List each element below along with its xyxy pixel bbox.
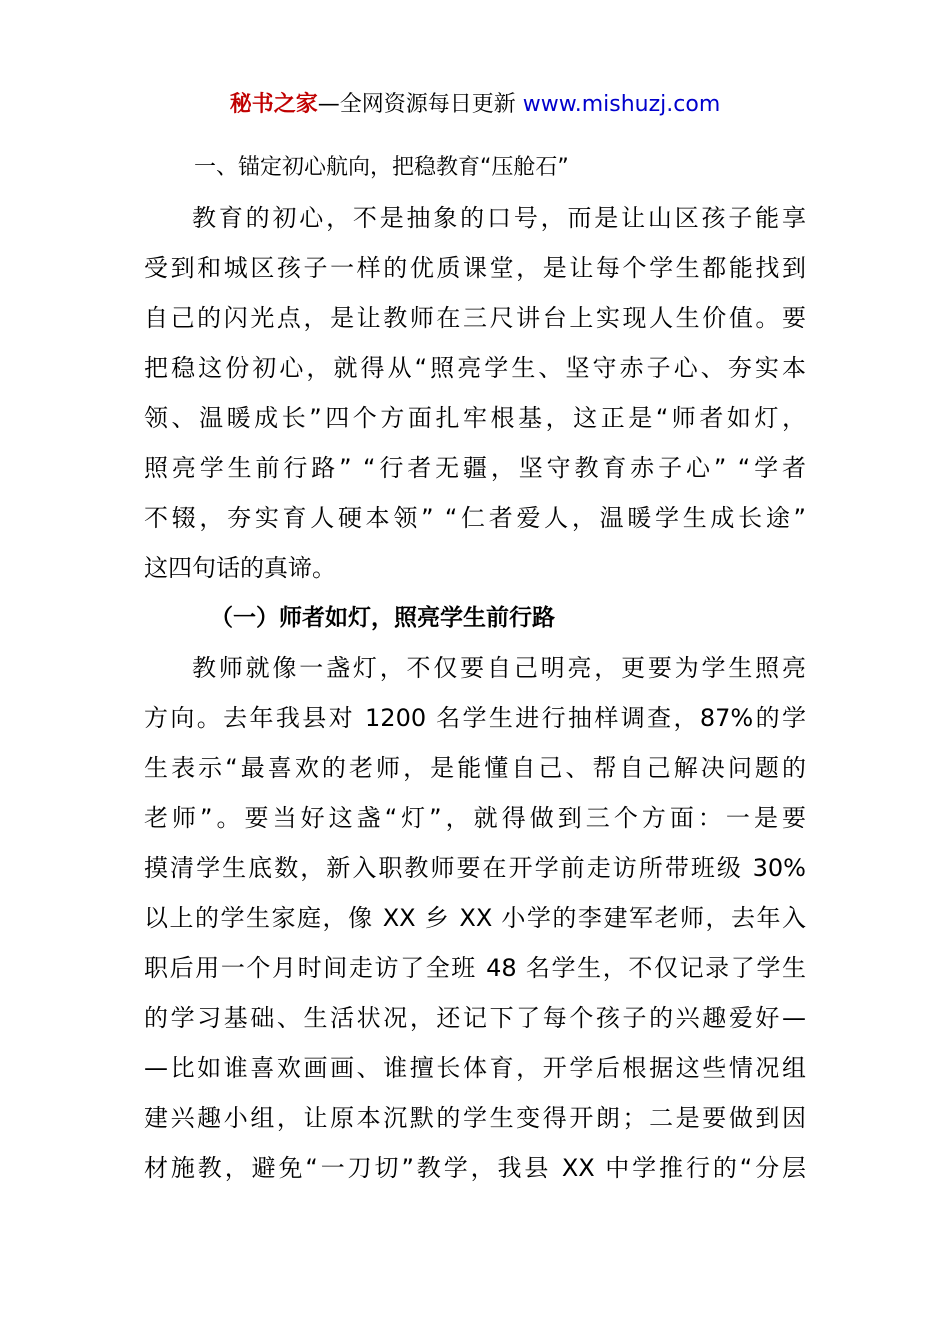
paragraph-line: 受到和城区孩子一样的优质课堂，是让每个学生都能找到 <box>144 254 806 282</box>
header-tagline: —全网资源每日更新 <box>317 92 523 117</box>
paragraph-line: 教师就像一盏灯，不仅要自己明亮，更要为学生照亮 <box>192 654 806 682</box>
paragraph-teacher-lamp <box>144 643 806 1193</box>
paragraph-line: 照亮学生前行路” “行者无疆，坚守教育赤子心” “学者 <box>144 454 806 482</box>
paragraph-line: 自己的闪光点，是让教师在三尺讲台上实现人生价值。要 <box>144 304 806 332</box>
paragraph-line: 摸清学生底数，新入职教师要在开学前走访所带班级 30% <box>144 854 806 882</box>
document-body <box>144 143 806 1193</box>
paragraph-line: 职后用一个月时间走访了全班 48 名学生，不仅记录了学生 <box>144 954 806 982</box>
paragraph-line: 领、温暖成长”四个方面扎牢根基，这正是“师者如灯， <box>144 404 806 432</box>
paragraph-intro <box>144 193 806 593</box>
site-url-link[interactable]: www.mishuzj.com <box>522 92 721 117</box>
paragraph-line: —比如谁喜欢画画、谁擅长体育，开学后根据这些情况组 <box>144 1054 806 1082</box>
subsection-heading: （一）师者如灯，照亮学生前行路 <box>210 605 555 631</box>
paragraph-line: 以上的学生家庭，像 XX 乡 XX 小学的李建军老师，去年入 <box>144 904 806 932</box>
paragraph-line: 建兴趣小组，让原本沉默的学生变得开朗；二是要做到因 <box>144 1104 806 1132</box>
paragraph-line: 这四句话的真谛。 <box>144 554 336 582</box>
paragraph-line: 把稳这份初心，就得从“照亮学生、坚守赤子心、夯实本 <box>144 354 806 382</box>
paragraph-line: 材施教，避免“一刀切”教学，我县 XX 中学推行的“分层 <box>144 1154 806 1182</box>
paragraph-line: 老师”。要当好这盏“灯”，就得做到三个方面：一是要 <box>144 804 806 832</box>
brand-name: 秘书之家 <box>229 92 318 117</box>
paragraph-line: 不辍，夯实育人硬本领” “仁者爱人，温暖学生成长途” <box>144 504 806 532</box>
paragraph-line: 生表示“最喜欢的老师，是能懂自己、帮自己解决问题的 <box>144 754 806 782</box>
paragraph-line: 教育的初心，不是抽象的口号，而是让山区孩子能享 <box>192 204 806 232</box>
paragraph-line: 的学习基础、生活状况，还记下了每个孩子的兴趣爱好— <box>144 1004 806 1032</box>
site-header <box>0 88 950 122</box>
paragraph-line: 方向。去年我县对 1200 名学生进行抽样调查，87%的学 <box>144 704 806 732</box>
section-heading: 一、锚定初心航向，把稳教育“压舱石” <box>194 155 569 180</box>
